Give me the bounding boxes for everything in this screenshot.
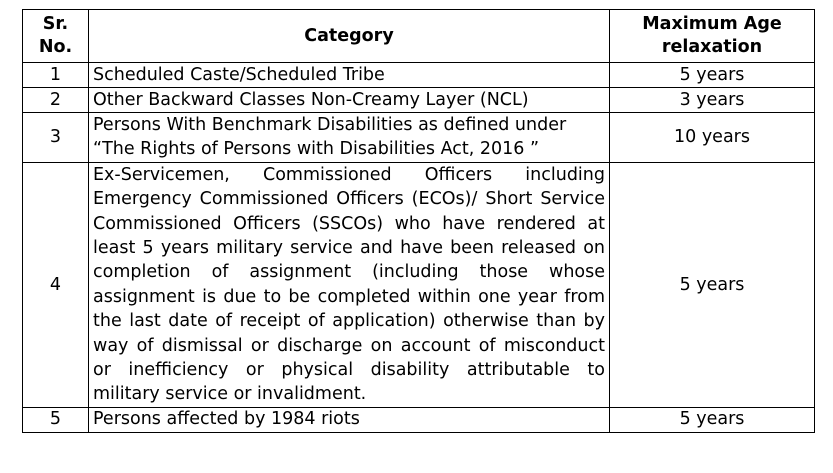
table-row: [23, 88, 815, 113]
age-relaxation-cell: 5 years: [610, 63, 815, 88]
table-row: [23, 162, 815, 407]
age-relaxation-cell: 5 years: [610, 162, 815, 407]
table-header-row: [23, 10, 815, 63]
category-cell: Other Backward Classes Non-Creamy Layer (NCL): [89, 88, 610, 113]
category-cell: Persons With Benchmark Disabilities as defined under “The Rights of Persons with Disabilities Act, 2016 ”: [89, 113, 610, 163]
age-relaxation-cell: 3 years: [610, 88, 815, 113]
category-cell: Scheduled Caste/Scheduled Tribe: [89, 63, 610, 88]
header-sr-no: Sr. No.: [23, 10, 89, 63]
category-cell: Ex-Servicemen, Commissioned Officers including Emergency Commissioned Officers (ECOs)/ Short Service Commissioned Officers (SSCOs) who have rendered at least 5 years military service and have been released on completion of assignment (including those whose assignment is due to be completed within one year from the last date of receipt of application) otherwise than by way of dismissal or discharge on account of misconduct or inefficiency or physical disability attributable to military service or invalidment.: [89, 162, 610, 407]
table-row: [23, 113, 815, 163]
sr-no-cell: 2: [23, 88, 89, 113]
age-relaxation-cell: 5 years: [610, 407, 815, 432]
header-category: Category: [89, 10, 610, 63]
table-row: [23, 407, 815, 432]
age-relaxation-table: [22, 9, 815, 433]
sr-no-cell: 5: [23, 407, 89, 432]
table-row: [23, 63, 815, 88]
sr-no-cell: 4: [23, 162, 89, 407]
sr-no-cell: 3: [23, 113, 89, 163]
category-cell: Persons affected by 1984 riots: [89, 407, 610, 432]
header-max-age-relaxation: Maximum Age relaxation: [610, 10, 815, 63]
sr-no-cell: 1: [23, 63, 89, 88]
age-relaxation-cell: 10 years: [610, 113, 815, 163]
